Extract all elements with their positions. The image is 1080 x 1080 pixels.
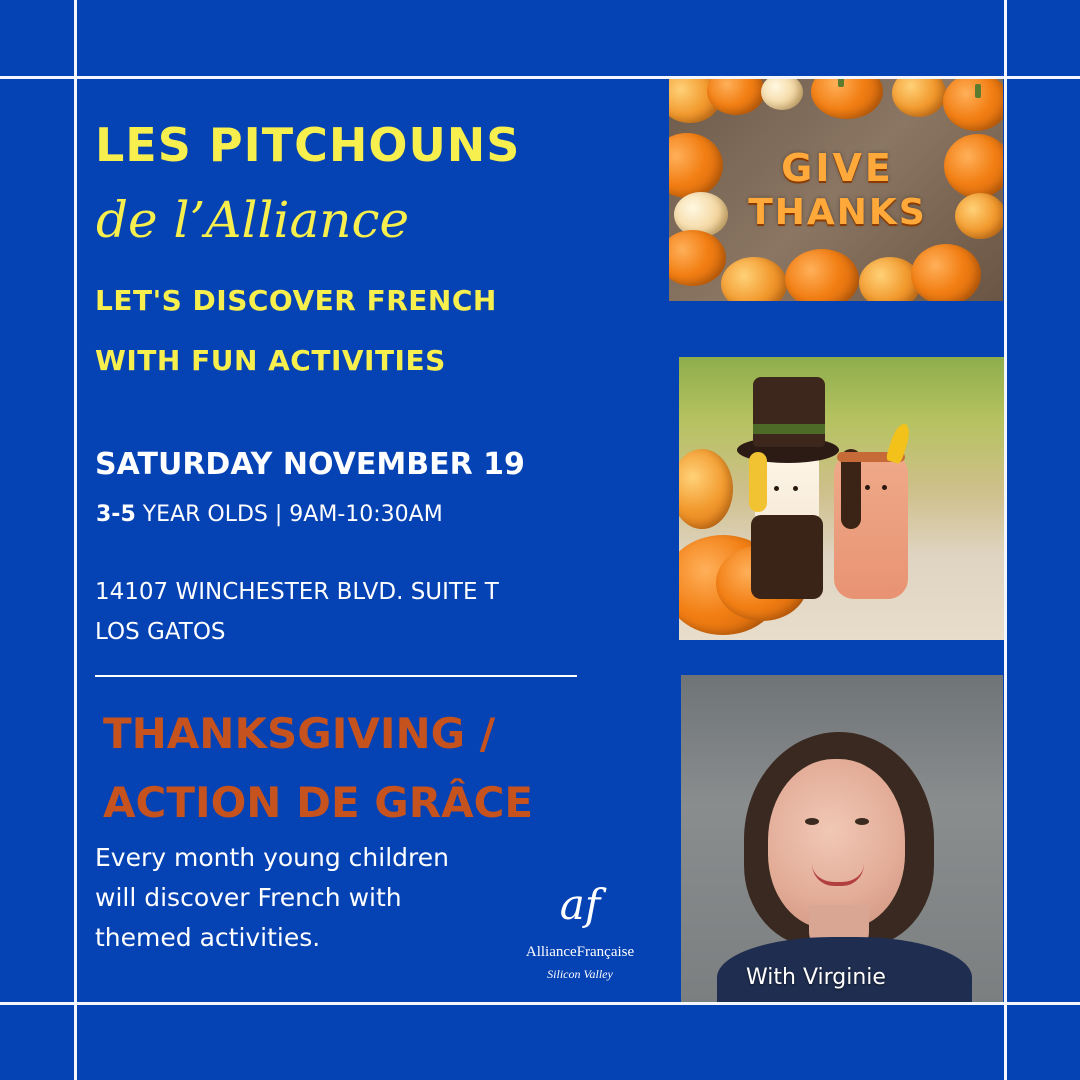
theme-line-1: THANKSGIVING / bbox=[103, 709, 496, 758]
virginie-portrait-photo bbox=[681, 675, 1003, 1002]
section-divider bbox=[95, 675, 577, 677]
pumpkin-10 bbox=[721, 257, 787, 301]
pumpkin-7 bbox=[669, 133, 723, 198]
event-address-line-2: LOS GATOS bbox=[95, 619, 226, 645]
pilgrim-hat-band bbox=[753, 424, 825, 434]
event-age-range: 3-5 bbox=[96, 502, 136, 527]
portrait-eye-left bbox=[805, 818, 819, 825]
pumpkin-stem-2 bbox=[975, 84, 981, 98]
thanks-text: THANKS bbox=[748, 192, 927, 233]
event-age-time bbox=[96, 504, 443, 526]
frame-line-left bbox=[74, 0, 77, 1080]
tagline-line-1: LET'S DISCOVER FRENCH bbox=[95, 284, 497, 317]
portrait-face bbox=[768, 759, 905, 929]
craft-pumpkin-3 bbox=[679, 449, 733, 529]
title-script: de l’Alliance bbox=[96, 191, 410, 249]
frame-line-right bbox=[1004, 0, 1007, 1080]
native-feather bbox=[885, 422, 913, 465]
event-date: SATURDAY NOVEMBER 19 bbox=[95, 447, 525, 482]
description-line-2: will discover French with bbox=[95, 883, 402, 912]
native-eye-left bbox=[865, 485, 870, 490]
give-thanks-photo bbox=[669, 79, 1003, 301]
title-main: LES PITCHOUNS bbox=[95, 118, 521, 172]
pumpkin-5 bbox=[892, 79, 946, 117]
pilgrim-eye-left bbox=[774, 486, 779, 491]
pumpkin-15 bbox=[955, 193, 1003, 239]
pumpkin-stem-1 bbox=[838, 79, 844, 87]
pilgrim-hair bbox=[749, 452, 767, 512]
portrait-caption: With Virginie bbox=[746, 965, 886, 990]
af-logo-mark: af bbox=[559, 880, 601, 929]
pumpkin-6 bbox=[943, 79, 1003, 131]
native-eye-right bbox=[882, 485, 887, 490]
pilgrim-craft-photo bbox=[679, 357, 1004, 640]
portrait-eye-right bbox=[855, 818, 869, 825]
theme-line-2: ACTION DE GRÂCE bbox=[103, 778, 534, 827]
description-line-3: themed activities. bbox=[95, 923, 321, 952]
pumpkin-14 bbox=[944, 134, 1003, 198]
pumpkin-9 bbox=[669, 230, 726, 286]
pumpkin-3 bbox=[761, 79, 803, 110]
alliance-francaise-logo bbox=[505, 880, 655, 990]
frame-line-bottom bbox=[0, 1002, 1080, 1005]
event-age-time-rest: YEAR OLDS | 9AM-10:30AM bbox=[135, 502, 443, 527]
pilgrim-hat-crown bbox=[753, 377, 825, 447]
tagline-line-2: WITH FUN ACTIVITIES bbox=[95, 344, 446, 377]
give-thanks-lettering bbox=[735, 146, 940, 233]
logo-name: AllianceFrançaise bbox=[525, 944, 635, 960]
event-address-line-1: 14107 WINCHESTER BLVD. SUITE T bbox=[95, 579, 499, 605]
logo-location: Silicon Valley bbox=[547, 967, 613, 981]
pumpkin-11 bbox=[785, 249, 859, 301]
pilgrim-eye-right bbox=[793, 486, 798, 491]
give-text: GIVE bbox=[781, 146, 894, 190]
pilgrim-coat bbox=[751, 515, 823, 599]
pumpkin-4 bbox=[811, 79, 883, 119]
description-line-1: Every month young children bbox=[95, 843, 449, 872]
pumpkin-13 bbox=[911, 244, 981, 301]
